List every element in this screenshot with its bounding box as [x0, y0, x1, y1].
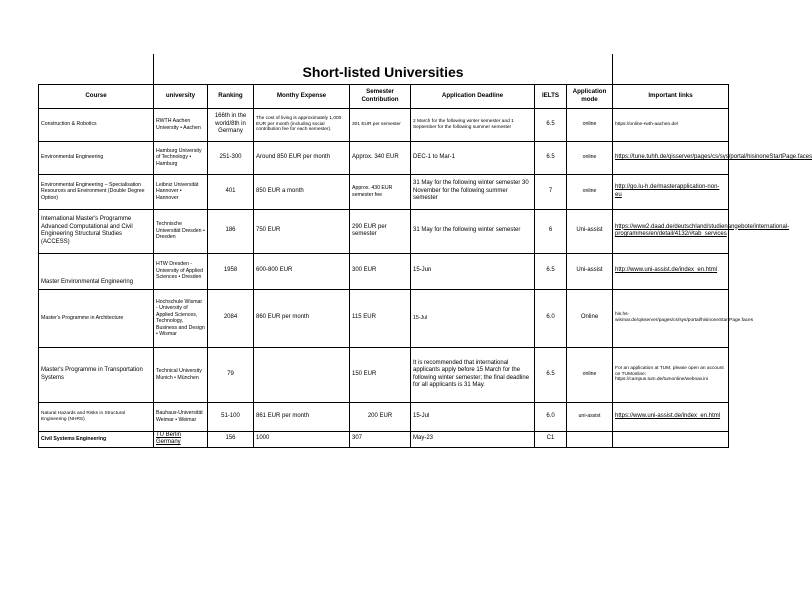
contribution-cell: 290 EUR per semester: [350, 209, 411, 253]
university-cell: Bauhaus-Universität Weimar • Weimar: [154, 402, 208, 431]
table-row: [39, 431, 729, 447]
mode-cell: online: [567, 347, 613, 402]
contribution-cell: 301 EUR per semester: [350, 108, 411, 141]
link-cell[interactable]: For an application at TUM, please open an account on TUMonline: https://campus.tum.de/tumonline/webnav.ini: [613, 347, 729, 402]
link-cell[interactable]: http://www.uni-assist.de/index_en.html: [613, 253, 729, 289]
table-row: [39, 253, 729, 289]
deadline-cell: 31 May for the following winter semester 30 November for the following summer semester: [411, 174, 535, 209]
course-cell: Natural Hazards and Risks in Structural Engineering (NHRS): [39, 402, 154, 431]
deadline-cell: 15-Jul: [411, 289, 535, 347]
expense-cell: 861 EUR per month: [254, 402, 350, 431]
expense-cell: The cost of living is approximately 1,000 EUR per month (including social contribution fee for each semester).: [254, 108, 350, 141]
ranking-cell: 79: [208, 347, 254, 402]
link-cell[interactable]: https://www.uni-assist.de/index_en.html: [613, 402, 729, 431]
university-cell: Hochschule Wismar - University of Applied Sciences, Technology, Business and Design • Wismar: [154, 289, 208, 347]
page-title: Short-listed Universities: [154, 54, 613, 84]
mode-cell: online: [567, 108, 613, 141]
ielts-cell: 6.0: [535, 402, 567, 431]
table-row: [39, 402, 729, 431]
table-row: [39, 209, 729, 253]
mode-cell: Uni-assist: [567, 209, 613, 253]
ranking-cell: 156: [208, 431, 254, 447]
universities-table: [38, 54, 812, 448]
table-row: [39, 289, 729, 347]
ranking-cell: 166th in the world/8th in Germany: [208, 108, 254, 141]
contribution-cell: 115 EUR: [350, 289, 411, 347]
university-cell: RWTH Aachen University • Aachen: [154, 108, 208, 141]
ranking-cell: 251-300: [208, 141, 254, 174]
spreadsheet: [38, 54, 812, 448]
ielts-cell: 6.5: [535, 347, 567, 402]
deadline-cell: 31 May for the following winter semester: [411, 209, 535, 253]
link-cell[interactable]: http://go.lu-h.de/masterapplication-non-eu: [613, 174, 729, 209]
mode-cell: [567, 431, 613, 447]
header-deadline: Application Deadline: [411, 84, 535, 108]
expense-cell: 1000: [254, 431, 350, 447]
contribution-cell: Approx. 430 EUR semester fee: [350, 174, 411, 209]
expense-cell: 600-800 EUR: [254, 253, 350, 289]
course-cell: Master's Programme in Architecture: [39, 289, 154, 347]
ranking-cell: 51-100: [208, 402, 254, 431]
link-cell[interactable]: https://www2.daad.de/deutschland/studienangebote/international-programmes/en/detail/4132/#tab_services: [613, 209, 729, 253]
link-cell[interactable]: his.hs-wismar.de/qisserver/pages/cs/sys/portal/hisinoneStartPage.faces: [613, 289, 729, 347]
header-contribution: Semester Contribution: [350, 84, 411, 108]
ranking-cell: 186: [208, 209, 254, 253]
course-cell: Civil Systems Engineering: [39, 431, 154, 447]
contribution-cell: 300 EUR: [350, 253, 411, 289]
header-university: university: [154, 84, 208, 108]
university-cell: Leibniz Universität Hannover • Hannover: [154, 174, 208, 209]
table-row: [39, 174, 729, 209]
mode-cell: online: [567, 141, 613, 174]
contribution-cell: 150 EUR: [350, 347, 411, 402]
course-cell: Environmental Engineering: [39, 141, 154, 174]
header-expense: Monthy Expense: [254, 84, 350, 108]
ielts-cell: 6.5: [535, 253, 567, 289]
deadline-cell: 2 March for the following winter semester and 1 September for the following summer semester: [411, 108, 535, 141]
table-row: [39, 108, 729, 141]
course-cell: Environmental Engineering – Specialisation Resources and Environment (Double Degree Option): [39, 174, 154, 209]
expense-cell: 850 EUR a month: [254, 174, 350, 209]
ranking-cell: 2084: [208, 289, 254, 347]
header-row: [39, 84, 729, 108]
ielts-cell: 6.5: [535, 141, 567, 174]
link-cell[interactable]: [613, 431, 729, 447]
mode-cell: uni-assist: [567, 402, 613, 431]
expense-cell: 750 EUR: [254, 209, 350, 253]
header-course: Course: [39, 84, 154, 108]
ielts-cell: 6: [535, 209, 567, 253]
university-cell: Technische Universität Dresden • Dresden: [154, 209, 208, 253]
university-cell: Hamburg University of Technology • Hamburg: [154, 141, 208, 174]
deadline-cell: It is recommended that international applicants apply before 15 March for the following winter semester; the final deadline for all applicants is 31 May.: [411, 347, 535, 402]
course-cell: International Master's Programme Advanced Computational and Civil Engineering Structural Studies (ACCESS): [39, 209, 154, 253]
mode-cell: online: [567, 174, 613, 209]
link-cell[interactable]: https://online-rwth-aachen.de/: [613, 108, 729, 141]
expense-cell: Around 850 EUR per month: [254, 141, 350, 174]
mode-cell: Online: [567, 289, 613, 347]
contribution-cell: Approx. 340 EUR: [350, 141, 411, 174]
contribution-cell: 307: [350, 431, 411, 447]
header-links: Important links: [613, 84, 729, 108]
link-cell[interactable]: https://tune.tuhh.de/qisserver/pages/cs/sys/portal/hisinoneStartPage.faces: [613, 141, 729, 174]
university-cell: HTW Dresden - University of Applied Sciences • Dresden: [154, 253, 208, 289]
deadline-cell: May-23: [411, 431, 535, 447]
ielts-cell: 6.5: [535, 108, 567, 141]
table-row: [39, 347, 729, 402]
university-cell: Technical University Munich • München: [154, 347, 208, 402]
ielts-cell: 7: [535, 174, 567, 209]
ranking-cell: 1958: [208, 253, 254, 289]
header-mode: Application mode: [567, 84, 613, 108]
deadline-cell: DEC-1 to Mar-1: [411, 141, 535, 174]
mode-cell: Uni-assist: [567, 253, 613, 289]
header-ranking: Ranking: [208, 84, 254, 108]
course-cell: Construction & Robotics: [39, 108, 154, 141]
course-cell: Master Environmental Engineering: [39, 253, 154, 289]
ranking-cell: 401: [208, 174, 254, 209]
expense-cell: [254, 347, 350, 402]
deadline-cell: 15-Jul: [411, 402, 535, 431]
ielts-cell: C1: [535, 431, 567, 447]
expense-cell: 860 EUR per month: [254, 289, 350, 347]
contribution-cell: 200 EUR: [350, 402, 411, 431]
table-row: [39, 141, 729, 174]
course-cell: Master's Programme in Transportation Systems: [39, 347, 154, 402]
deadline-cell: 15-Jun: [411, 253, 535, 289]
header-ielts: IELTS: [535, 84, 567, 108]
university-cell: TU Berlin Germany: [154, 431, 208, 447]
ielts-cell: 6.0: [535, 289, 567, 347]
